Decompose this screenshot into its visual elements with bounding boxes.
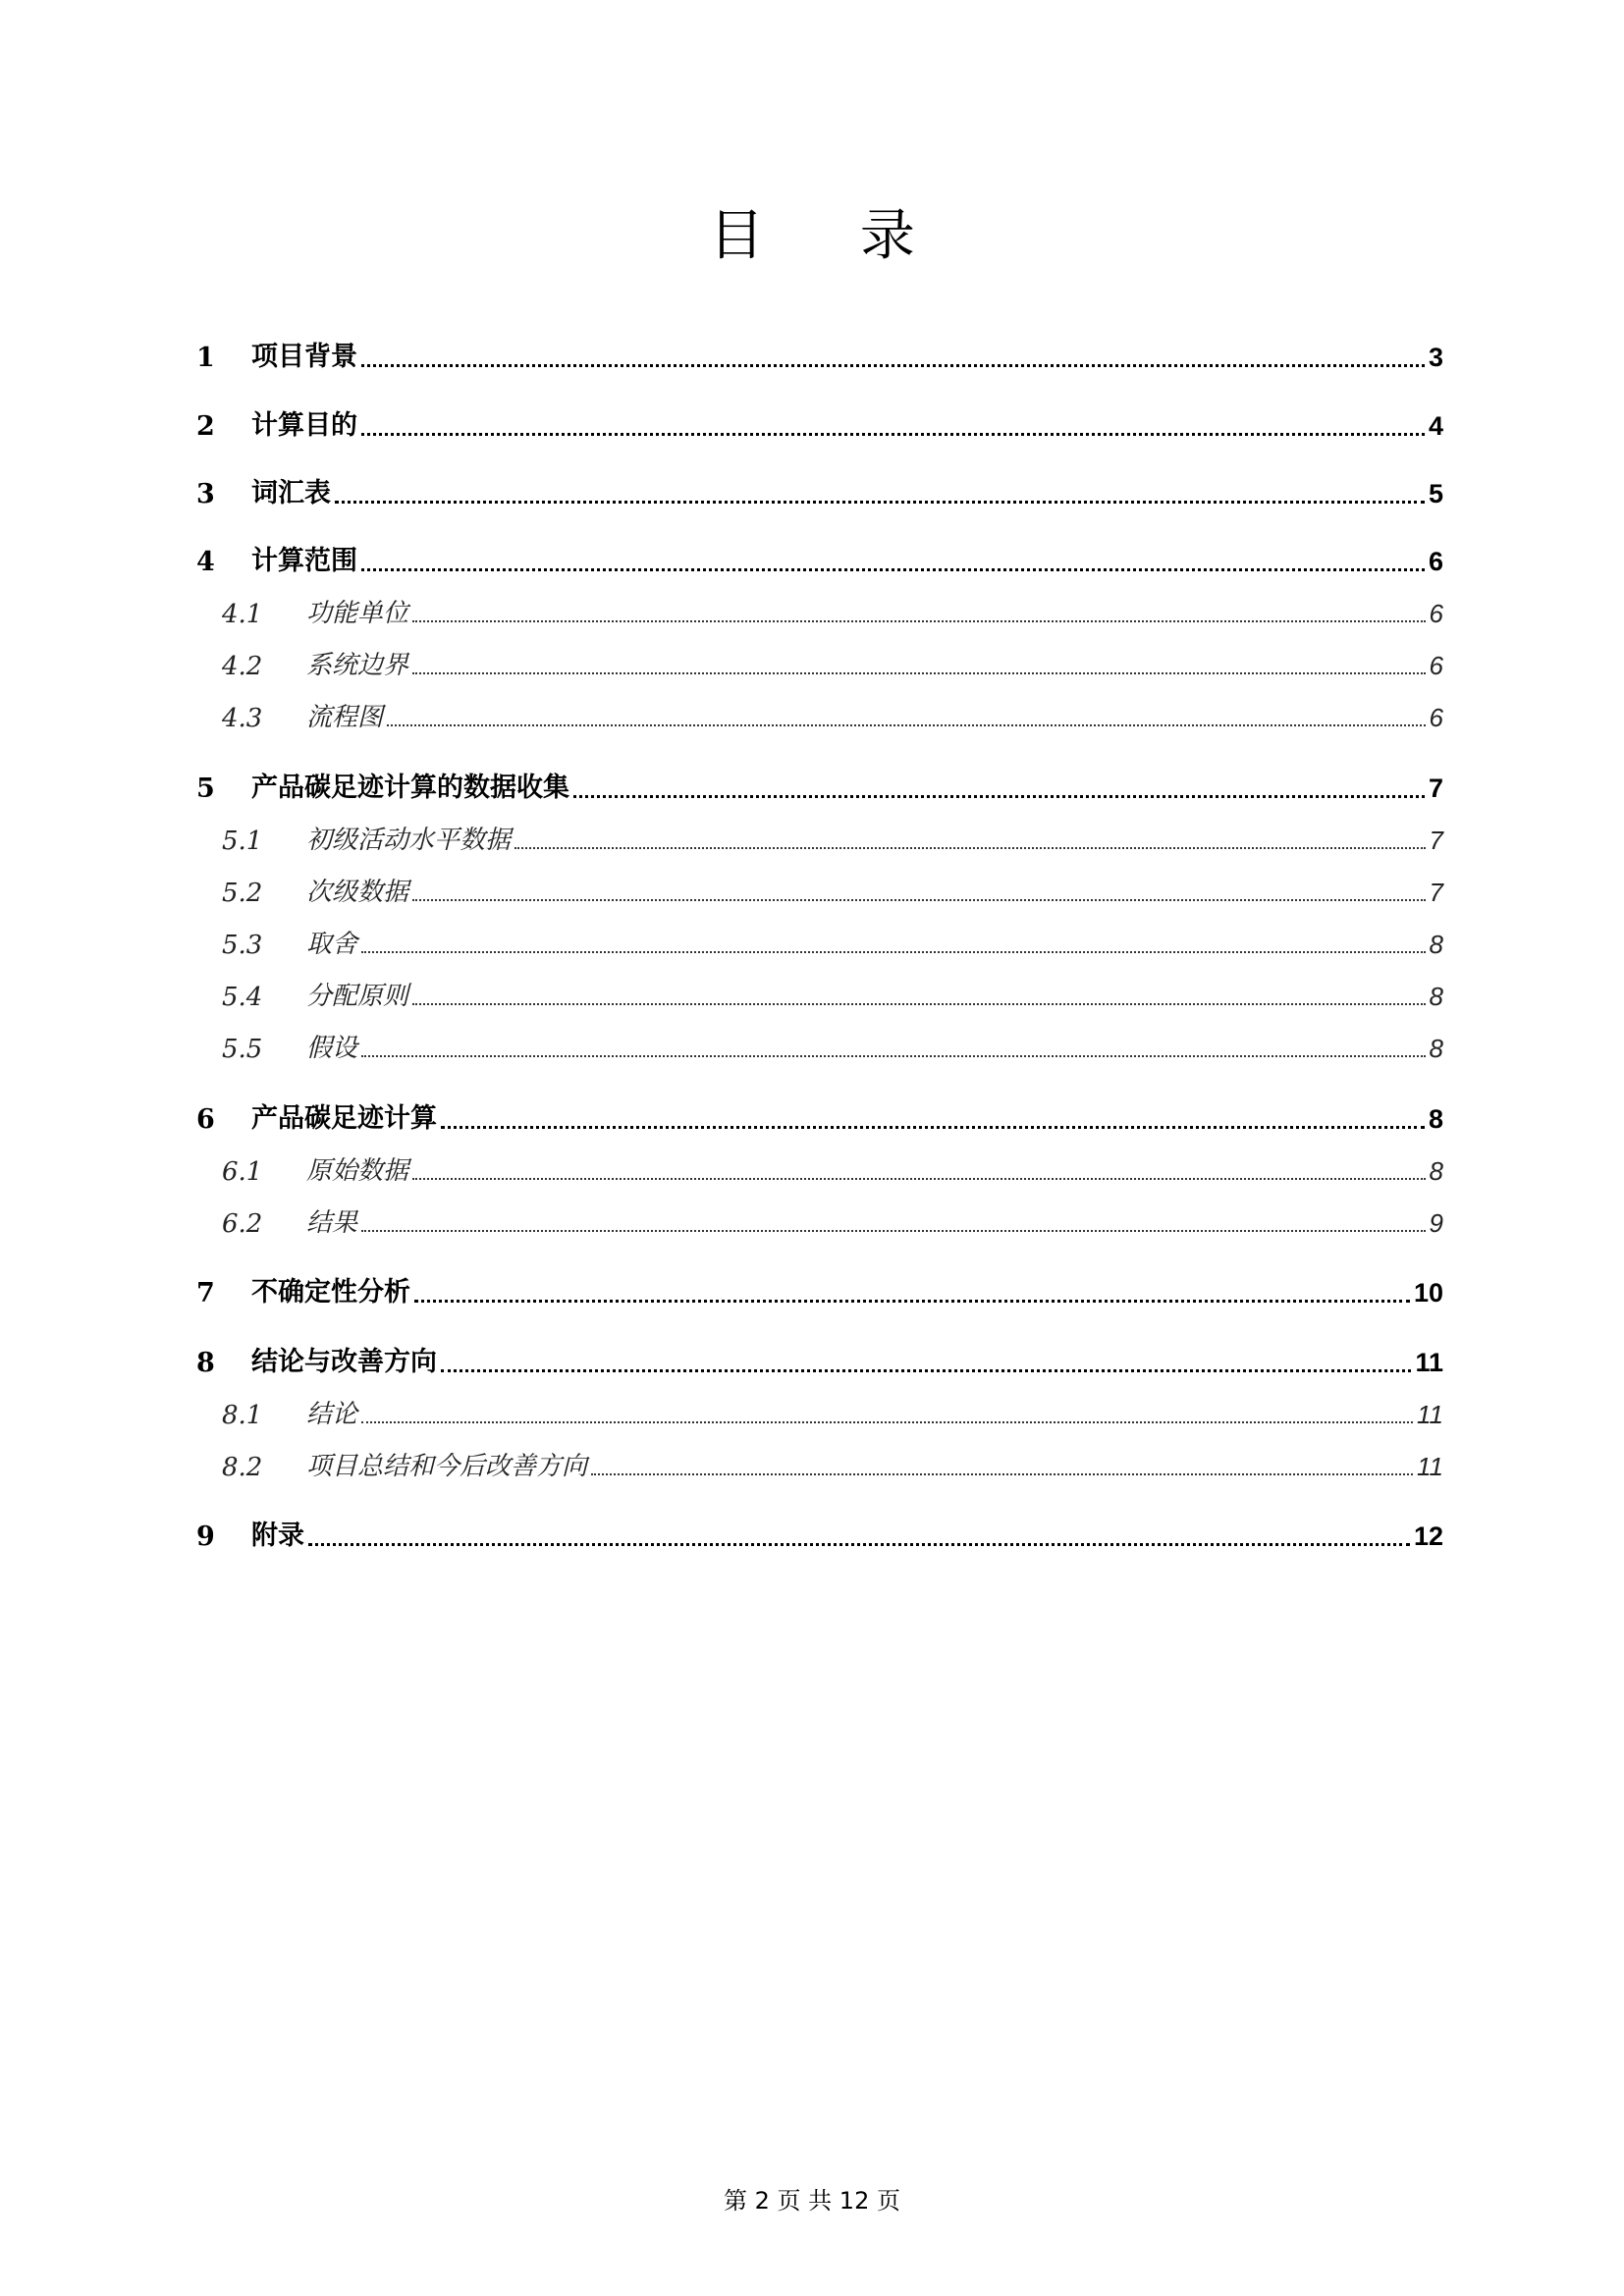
toc-entry-number: 1: [196, 343, 215, 373]
toc-dot-leader: [412, 1157, 1426, 1187]
toc-dot-leader: [361, 1401, 1413, 1430]
toc-entry-number: 8.2: [222, 1453, 263, 1482]
toc-dot-leader: [361, 548, 1425, 577]
toc-dot-leader: [361, 1209, 1426, 1239]
toc-title: 目 录: [709, 204, 954, 268]
toc-entry-number: 5.5: [222, 1035, 263, 1064]
toc-entry-number: 4.2: [222, 652, 263, 681]
toc-entry-number: 6: [196, 1104, 215, 1135]
toc-entry-label: 功能单位: [306, 599, 409, 628]
toc-entry[interactable]: [196, 1200, 1443, 1239]
toc-entry-page-number: 7: [1429, 826, 1443, 855]
toc-entry[interactable]: [196, 1025, 1443, 1064]
toc-entry-label: 词汇表: [251, 478, 331, 508]
toc-entry-page-number: 6: [1429, 599, 1443, 628]
toc-entry-label: 结论与改善方向: [251, 1347, 437, 1377]
toc-dot-leader: [361, 931, 1426, 960]
toc-entry[interactable]: [196, 470, 1443, 509]
toc-entry-page-number: 9: [1429, 1208, 1443, 1238]
toc-dot-leader: [414, 1279, 1410, 1308]
toc-entry[interactable]: [196, 1391, 1443, 1430]
toc-entry-page-number: 10: [1413, 1278, 1443, 1308]
toc-entry-number: 4.1: [222, 600, 263, 629]
toc-entry-number: 4.3: [222, 704, 263, 733]
toc-entry-label: 原始数据: [306, 1156, 409, 1186]
toc-entry-number: 5.3: [222, 931, 263, 960]
toc-dot-leader: [412, 879, 1426, 908]
toc-entry[interactable]: [196, 402, 1443, 442]
toc-entry-page-number: 8: [1429, 982, 1443, 1011]
toc-entry[interactable]: [196, 973, 1443, 1012]
toc-entry-label: 系统边界: [306, 651, 409, 680]
toc-entry-label: 假设: [306, 1034, 358, 1063]
toc-dot-leader: [514, 827, 1426, 856]
toc-entry-number: 9: [196, 1522, 215, 1552]
toc-dot-leader: [361, 1035, 1426, 1064]
toc-entry-number: 7: [196, 1278, 215, 1308]
toc-dot-leader: [412, 983, 1426, 1012]
toc-entry-page-number: 8: [1428, 1104, 1443, 1134]
toc-entry[interactable]: [196, 538, 1443, 577]
toc-entry-page-number: 6: [1429, 703, 1443, 732]
toc-entry-page-number: 6: [1428, 547, 1443, 576]
toc-entry-number: 6.1: [222, 1157, 263, 1187]
toc-entry-page-number: 8: [1429, 930, 1443, 959]
toc-entry[interactable]: [196, 1269, 1443, 1308]
toc-entry[interactable]: [196, 694, 1443, 733]
toc-entry-number: 8.1: [222, 1401, 263, 1430]
toc-entry-number: 5.2: [222, 879, 263, 908]
toc-dot-leader: [412, 652, 1426, 681]
toc-entry-label: 分配原则: [306, 982, 409, 1011]
toc-entry-number: 5.1: [222, 827, 263, 856]
toc-entry[interactable]: [196, 642, 1443, 681]
toc-entry-label: 结论: [306, 1400, 358, 1429]
toc-entry[interactable]: [196, 1513, 1443, 1552]
toc-dot-leader: [573, 774, 1425, 804]
toc-entry[interactable]: [196, 334, 1443, 373]
toc-entry-number: 8: [196, 1348, 215, 1378]
toc-entry-page-number: 5: [1428, 479, 1443, 508]
toc-entry-page-number: 12: [1413, 1522, 1443, 1551]
toc-entry-number: 5: [196, 774, 215, 804]
toc-entry-number: 2: [196, 411, 215, 442]
toc-entry-label: 次级数据: [306, 878, 409, 907]
toc-entry-label: 产品碳足迹计算的数据收集: [251, 773, 569, 803]
toc-entry-label: 产品碳足迹计算: [251, 1103, 437, 1134]
toc-entry[interactable]: [196, 590, 1443, 629]
toc-entry-label: 结果: [306, 1208, 358, 1238]
toc-entry-page-number: 3: [1428, 343, 1443, 372]
toc-entry-page-number: 11: [1415, 1348, 1443, 1377]
toc-entry-label: 项目背景: [251, 342, 357, 372]
toc-entry-page-number: 7: [1428, 774, 1443, 803]
toc-dot-leader: [591, 1453, 1413, 1482]
toc-entry[interactable]: [196, 765, 1443, 804]
toc-dot-leader: [387, 704, 1426, 733]
toc-entry-label: 取舍: [306, 930, 358, 959]
toc-dot-leader: [441, 1349, 1411, 1378]
toc-entry-page-number: 7: [1429, 878, 1443, 907]
toc-entry-page-number: 8: [1429, 1156, 1443, 1186]
toc-entry-label: 附录: [251, 1521, 304, 1551]
toc-entry-number: 5.4: [222, 983, 263, 1012]
toc-entry[interactable]: [196, 1339, 1443, 1378]
toc-entry[interactable]: [196, 869, 1443, 908]
toc-entry-number: 4: [196, 547, 215, 577]
toc-entry-label: 项目总结和今后改善方向: [306, 1452, 588, 1481]
toc-entry-label: 不确定性分析: [251, 1277, 410, 1308]
toc-dot-leader: [441, 1105, 1425, 1135]
toc-entry-page-number: 6: [1429, 651, 1443, 680]
toc-dot-leader: [361, 344, 1425, 373]
toc-entry-label: 流程图: [306, 703, 384, 732]
toc-entry-page-number: 11: [1417, 1452, 1443, 1481]
page-footer: 第 2 页 共 12 页: [724, 2187, 900, 2215]
toc-entry-label: 计算目的: [251, 410, 357, 441]
toc-dot-leader: [335, 480, 1425, 509]
toc-entry-label: 初级活动水平数据: [306, 826, 512, 855]
toc-dot-leader: [361, 412, 1425, 442]
toc-entry[interactable]: [196, 1443, 1443, 1482]
toc-entry[interactable]: [196, 1095, 1443, 1135]
toc-entry-number: 3: [196, 479, 215, 509]
toc-entry-page-number: 11: [1417, 1400, 1443, 1429]
toc-dot-leader: [412, 600, 1426, 629]
toc-entry[interactable]: [196, 921, 1443, 960]
toc-entry-page-number: 8: [1429, 1034, 1443, 1063]
toc-entry[interactable]: [196, 817, 1443, 856]
toc-entry[interactable]: [196, 1148, 1443, 1187]
toc-entry-label: 计算范围: [251, 546, 357, 576]
toc-entry-page-number: 4: [1428, 411, 1443, 441]
toc-dot-leader: [308, 1522, 1410, 1552]
toc-entry-number: 6.2: [222, 1209, 263, 1239]
